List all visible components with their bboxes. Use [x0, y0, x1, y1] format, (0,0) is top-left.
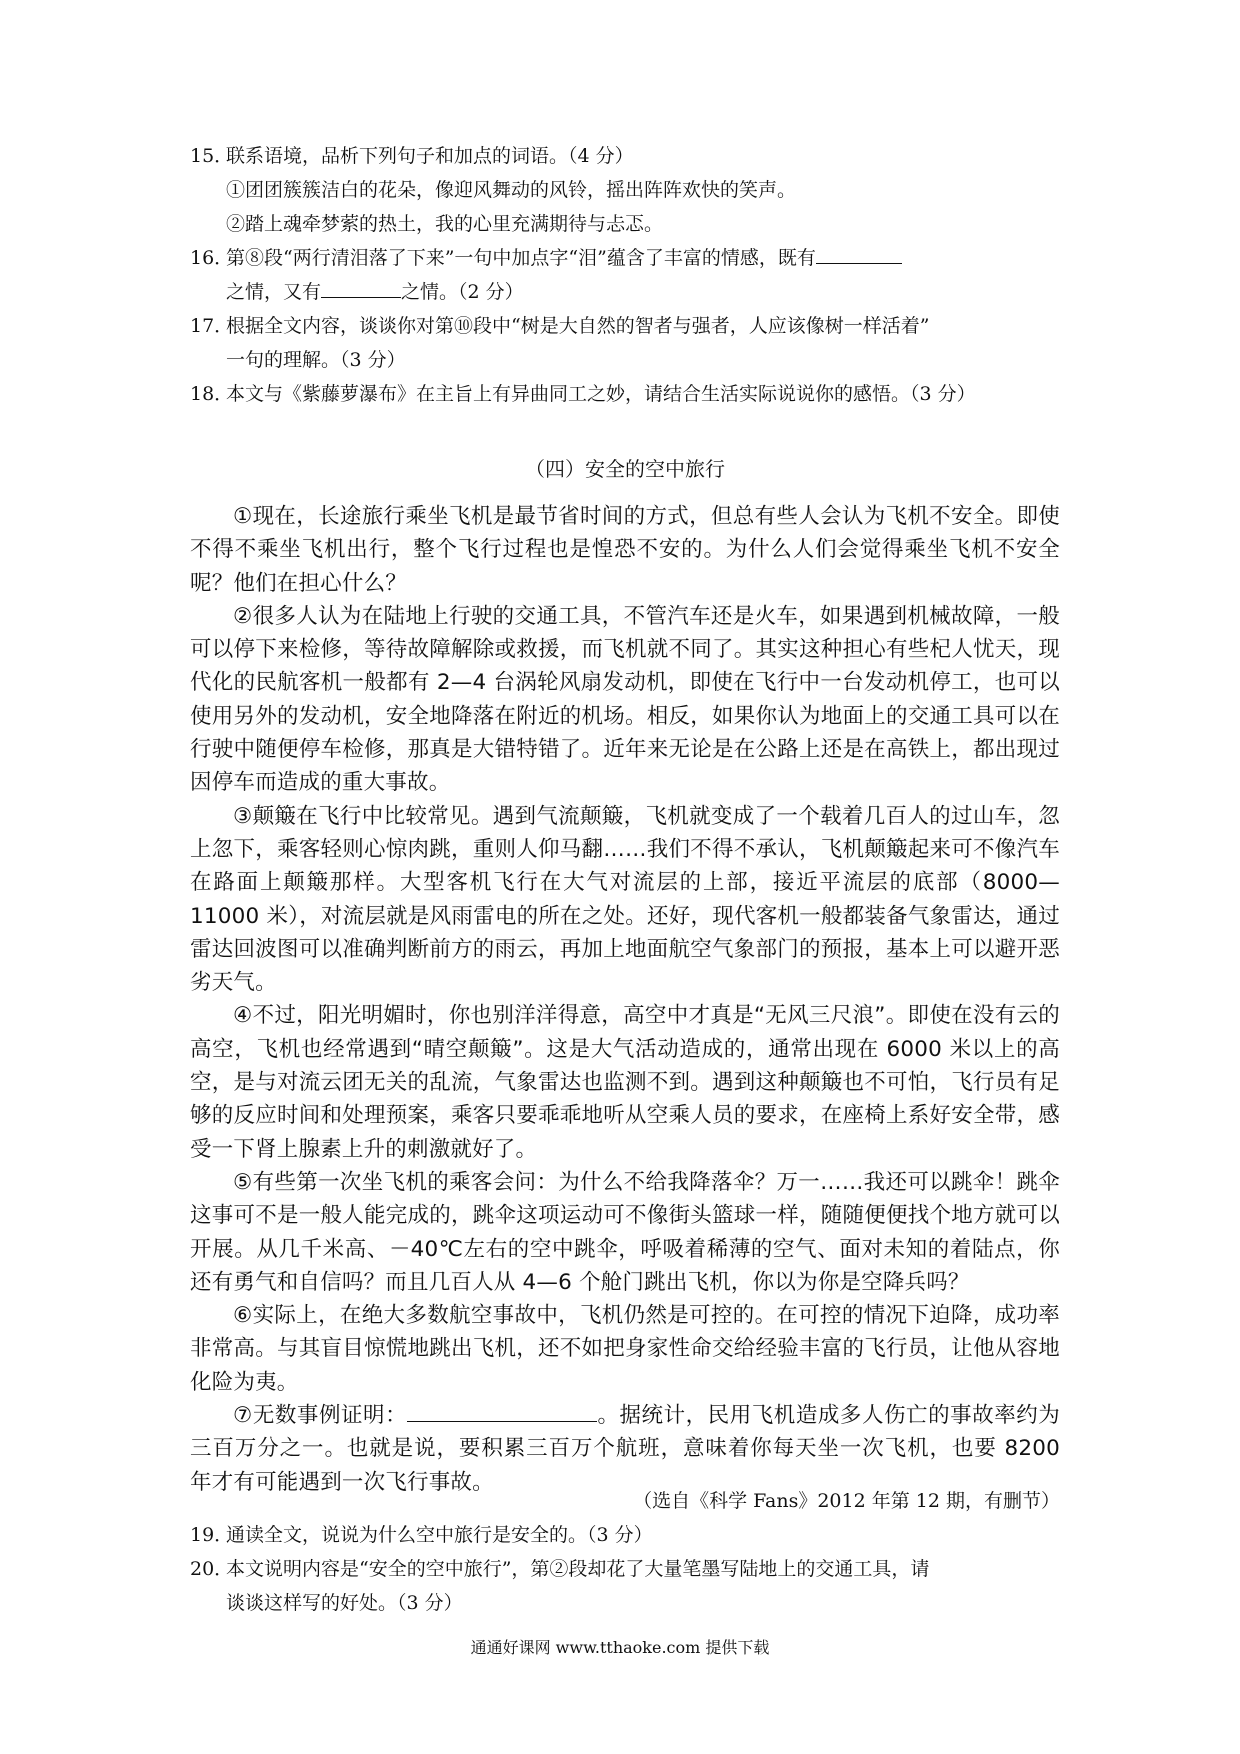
question-text: 根据全文内容，谈谈你对第⑩段中“树是大自然的智者与强者，人应该像树一样活着” [226, 315, 930, 337]
paragraph-7-end: 。据统计，民用飞机造成多人伤亡的事故率约为三百万分之一。也就是说，要积累三百万个航班，意味着你每天坐一次飞机，也要 8200 年才有可能遇到一次飞行事故。 [190, 1403, 1060, 1495]
question-16 [190, 241, 1060, 309]
question-text: 联系语境，品析下列句子和加点的词语。（4 分） [226, 145, 634, 167]
paragraph-6: ⑥实际上，在绝大多数航空事故中，飞机仍然是可控的。在可控的情况下迫降，成功率非常高。与其盲目惊慌地跳出飞机，还不如把身家性命交给经验丰富的飞行员，让他从容地化险为夷。 [190, 1303, 1060, 1395]
question-text: 之情，又有 [226, 281, 322, 303]
question-text: 本文说明内容是“安全的空中旅行”，第②段却花了大量笔墨写陆地上的交通工具，请 [226, 1558, 930, 1580]
answer-blank[interactable] [407, 1399, 597, 1422]
question-15-sentence-1: ①团团簇簇洁白的花朵，像迎风舞动的风铃，摇出阵阵欢快的笑声。 [226, 179, 797, 201]
question-15-sentence-2: ②踏上魂牵梦萦的热土，我的心里充满期待与忐忑。 [226, 213, 664, 235]
question-18 [190, 377, 1060, 411]
question-15-stem [190, 139, 1060, 173]
question-text: 本文与《紫藤萝瀑布》在主旨上有异曲同工之妙，请结合生活实际说说你的感悟。（3 分） [226, 383, 976, 405]
section-title: （四）安全的空中旅行 [525, 457, 725, 481]
paragraph-2: ②很多人认为在陆地上行驶的交通工具，不管汽车还是火车，如果遇到机械故障，一般可以停下来检修，等待故障解除或救援，而飞机就不同了。其实这种担心有些杞人忧天，现代化的民航客机一般都有 2—4 台涡轮风扇发动机，即使在飞行中一台发动机停工，也可以使用另外的发动机，安全地降落在附近的机场。相反，如果你认为地面上的交通工具可以在行驶中随便停车检修，那真是大错特错了。近年来无论是在公路上还是在高铁上，都出现过因停车而造成的重大事故。 [190, 603, 1060, 796]
article-source: （选自《科学 Fans》2012 年第 12 期，有删节） [633, 1490, 1060, 1512]
question-text: 谈谈这样写的好处。（3 分） [226, 1592, 463, 1614]
page-footer: 通通好课网 www.tthaoke.com 提供下载 [470, 1638, 770, 1657]
question-number: 17． [190, 315, 234, 337]
question-number: 19． [190, 1524, 234, 1546]
question-text: 之情。（2 分） [401, 281, 524, 303]
question-text: 通读全文，说说为什么空中旅行是安全的。（3 分） [226, 1524, 653, 1546]
question-text: 第⑧段“两行清泪落了下来”一句中加点字“泪”蕴含了丰富的情感，既有 [226, 247, 816, 269]
paragraph-1: ①现在，长途旅行乘坐飞机是最节省时间的方式，但总有些人会认为飞机不安全。即使不得不乘坐飞机出行，整个飞行过程也是惶恐不安的。为什么人们会觉得乘坐飞机不安全呢？他们在担心什么？ [190, 504, 1060, 596]
answer-blank[interactable] [321, 275, 401, 298]
paragraph-7-start: ⑦无数事例证明： [233, 1403, 408, 1429]
question-number: 20． [190, 1558, 234, 1580]
question-17 [190, 309, 1060, 377]
question-15 [190, 139, 1060, 241]
question-19 [190, 1518, 1060, 1552]
paragraph-3: ③颠簸在飞行中比较常见。遇到气流颠簸，飞机就变成了一个载着几百人的过山车，忽上忽下，乘客轻则心惊肉跳，重则人仰马翻……我们不得不承认，飞机颠簸起来可不像汽车在路面上颠簸那样。大型客机飞行在大气对流层的上部，接近平流层的底部（8000—11000 米），对流层就是风雨雷电的所在之处。还好，现代客机一般都装备气象雷达，通过雷达回波图可以准确判断前方的雨云，再加上地面航空气象部门的预报，基本上可以避开恶劣天气。 [190, 803, 1060, 996]
paragraph-4: ④不过，阳光明媚时，你也别洋洋得意，高空中才真是“无风三尺浪”。即使在没有云的高空，飞机也经常遇到“晴空颠簸”。这是大气活动造成的，通常出现在 6000 米以上的高空，是与对流云团无关的乱流，气象雷达也监测不到。遇到这种颠簸也不可怕，飞行员有足够的反应时间和处理预案，乘客只要乖乖地听从空乘人员的要求，在座椅上系好安全带，感受一下肾上腺素上升的刺激就好了。 [190, 1003, 1060, 1162]
article-body [190, 500, 1060, 1499]
question-20 [190, 1552, 1060, 1620]
question-number: 16． [190, 247, 234, 269]
paragraph-5: ⑤有些第一次坐飞机的乘客会问：为什么不给我降落伞？万一……我还可以跳伞！跳伞这事可不是一般人能完成的，跳伞这项运动可不像街头篮球一样，随随便便找个地方就可以开展。从几千米高、－40℃左右的空中跳伞，呼吸着稀薄的空气、面对未知的着陆点，你还有勇气和自信吗？而且几百人从 4—6 个舱门跳出飞机，你以为你是空降兵吗？ [190, 1169, 1060, 1295]
question-number: 15． [190, 145, 234, 167]
question-text: 一句的理解。（3 分） [226, 349, 406, 371]
question-number: 18． [190, 383, 234, 405]
answer-blank[interactable] [816, 241, 902, 264]
